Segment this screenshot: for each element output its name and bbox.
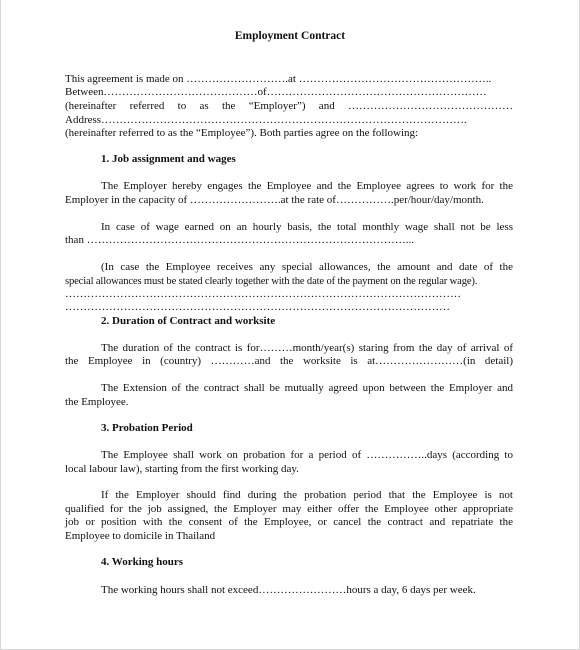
intro-line-address: Address………………………………………………………………………………………. [65,114,467,126]
paragraph-line: than ……………………………………………………………………………... [65,234,414,246]
intro-line-employee: (hereinafter referred to as the “Employee”). Both parties agree on the following: [65,127,419,139]
paragraph-line: job or position with the consent of the Employee, or cancel the contract and repatriate the [65,516,513,528]
paragraph-line: If the Employer should find during the probation period that the Employee is not [101,489,513,501]
section-heading-working-hours: 4. Working hours [101,556,184,568]
blank-dotted-line: ……………………………………………………………………………………………… [65,288,461,300]
paragraph-line: qualified for the job assigned, the Employer may either offer the Employee other appropriate [65,503,513,515]
paragraph-line: In case of wage earned on an hourly basis, the total monthly wage shall not be less [101,221,513,233]
paragraph-line: Employer in the capacity of …………………….at the rate of…………….per/hour/day/month. [65,194,484,206]
paragraph-line: (In case the Employee receives any special allowances, the amount and date of the [101,261,513,273]
paragraph-line: local labour law), starting from the first working day. [65,463,299,475]
paragraph-line: The duration of the contract is for………month/year(s) staring from the day of arrival of [101,342,513,354]
section-heading-duration: 2. Duration of Contract and worksite [101,315,276,327]
section-heading-job-assignment: 1. Job assignment and wages [101,153,236,165]
paragraph-line: Employee to domicile in Thailand [65,530,216,542]
paragraph-line: the Employee. [65,396,129,408]
document-title: Employment Contract [234,30,346,42]
paragraph-line: The Employer hereby engages the Employee and the Employee agrees to work for the [101,180,513,192]
paragraph-line: The Employee shall work on probation for a period of ……………..days (according to [101,449,513,461]
section-heading-probation: 3. Probation Period [101,422,193,434]
paragraph-line: The working hours shall not exceed……………………hours a day, 6 days per week. [101,584,476,596]
intro-line-employer: (hereinafter referred to as the “Employer”) and ……………………………………… [65,100,513,112]
paragraph-line: special allowances must be stated clearly together with the date of the payment on the regular wage). [65,276,478,287]
intro-line-between: Between……………………………………of…………………………………………………… [65,86,487,98]
paragraph-line: The Extension of the contract shall be mutually agreed upon between the Employer and [101,382,513,394]
blank-dotted-line: …………………………………………………………………………………………… [65,301,450,313]
paragraph-line: the Employee in (country) …………and the worksite is at……………………(in detail) [65,355,513,367]
intro-line-agreement-date: This agreement is made on ……………………….at …………………………………………….. [65,73,492,85]
